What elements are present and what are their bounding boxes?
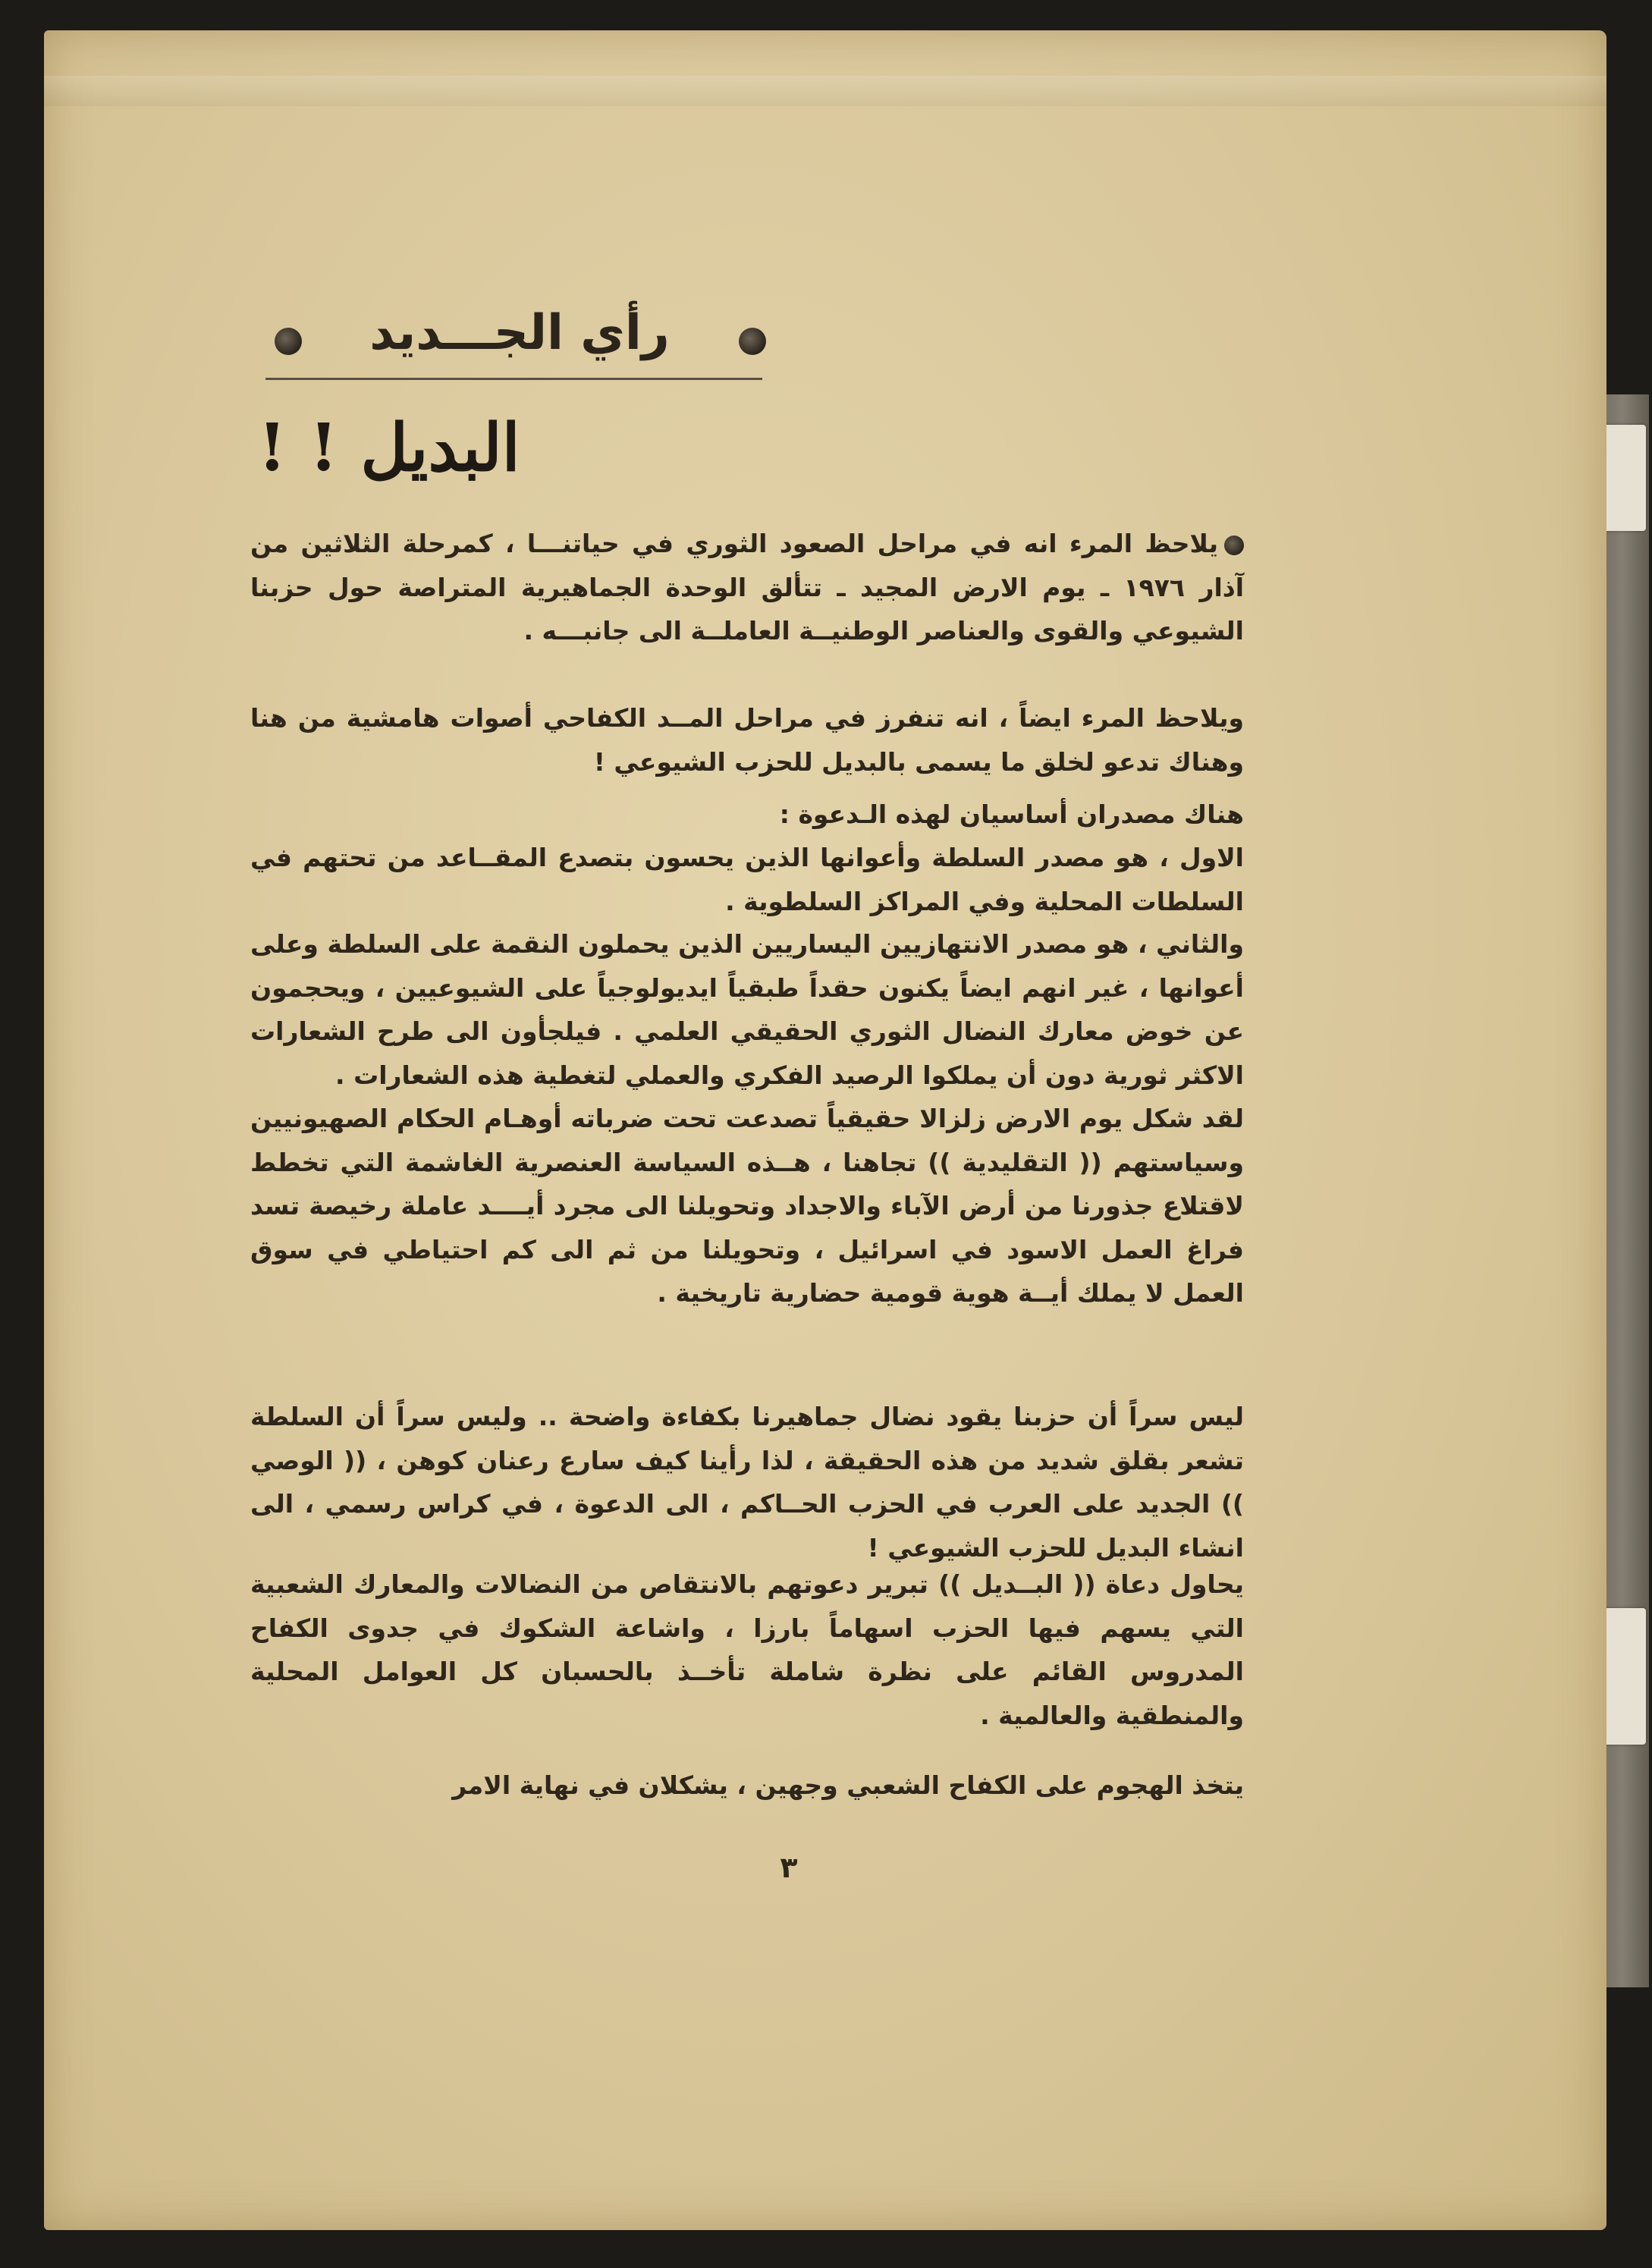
bullet-icon — [275, 328, 302, 355]
paragraph: يتخذ الهجوم على الكفاح الشعبي وجهين ، يشكلان في نهاية الامر — [452, 1770, 1244, 1800]
paragraph: لقد شكل يوم الارض زلزالا حقيقياً تصدعت تحت ضرباته أوهـام الحكام الصهيونيين وسياستهم (( التقليدية )) تجاهنا ، هــذه السياسة العنصرية الغاشمة التي تخطط لاقتلاع جذورنا من أرض الآباء والاجداد وتحويلنا الى مجرد أيــــد عاملة رخيصة تسد فراغ العمل الاسود في اسرائيل ، وتحويلنا من ثم الى كم احتياطي في سوق العمل لا يملك أيــة هوية قومية حضارية تاريخية . — [250, 1104, 1244, 1308]
paragraph: والثاني ، هو مصدر الانتهازيين اليساريين الذين يحملون النقمة على السلطة وعلى أعوانها ، غير انهم ايضاً يكنون حقداً طبقياً ايديولوجياً على الشيوعيين ، ويحجمون عن خوض معارك النضال الثوري الحقيقي العلمي . فيلجأون الى طرح الشعارات الاكثر ثورية دون أن يملكوا الرصيد الفكري والعملي لتغطية هذه الشعارات . — [250, 929, 1244, 1090]
paragraph — [250, 522, 1244, 653]
paragraph: الاول ، هو مصدر السلطة وأعوانها الذين يحسون بتصدع المقــاعد من تحتهم في السلطات المحلية وفي المراكز السلطوية . — [250, 843, 1244, 916]
paragraph: ليس سراً أن حزبنا يقود نضال جماهيرنا بكفاءة واضحة .. وليس سراً أن السلطة تشعر بقلق شديد من هذه الحقيقة ، لذا رأينا كيف سارع رعنان كوهن ، (( الوصي )) الجديد على العرب في الحزب الحــاكم ، الى الدعوة ، في كراس رسمي ، الى انشاء البديل للحزب الشيوعي ! — [250, 1402, 1244, 1563]
bullet-icon — [739, 328, 766, 355]
header-divider — [265, 378, 762, 380]
paragraph: هناك مصدران أساسيان لهذه الـدعوة : — [779, 799, 1244, 829]
paragraph-text: يلاحظ المرء انه في مراحل الصعود الثوري في حياتنـــا ، كمرحلة الثلاثين من آذار ١٩٧٦ ـ يوم الارض المجيد ـ تتألق الوحدة الجماهيرية المتراصة حول حزبنا الشيوعي والقوى والعناصر الوطنيــة العاملــة الى جانبـــه . — [250, 529, 1245, 646]
binding-tab — [1600, 425, 1646, 531]
paragraph: يحاول دعاة (( البــديل )) تبرير دعوتهم بالانتقاص من النضالات والمعارك الشعبية التي يسهم فيها الحزب اسهاماً بارزا ، واشاعة الشكوك في جدوى الكفاح المدروس القائم على نظرة شاملة تأخــذ بالحسبان كل العوامل المحلية والمنطقية والعالمية . — [250, 1569, 1244, 1730]
column-header-title: رأي الجـــديد — [369, 305, 670, 361]
article-title: البديل ! ! — [258, 410, 520, 486]
page-number: ٣ — [780, 1851, 798, 1884]
column-header — [265, 296, 766, 379]
paragraph: ويلاحظ المرء ايضاً ، انه تنفرز في مراحل المــد الكفاحي أصوات هامشية من هنا وهناك تدعو لخلق ما يسمى بالبديل للحزب الشيوعي ! — [250, 703, 1244, 777]
bullet-icon — [1224, 536, 1244, 555]
paper-crease — [44, 76, 1606, 106]
binding-tab — [1600, 1608, 1646, 1745]
